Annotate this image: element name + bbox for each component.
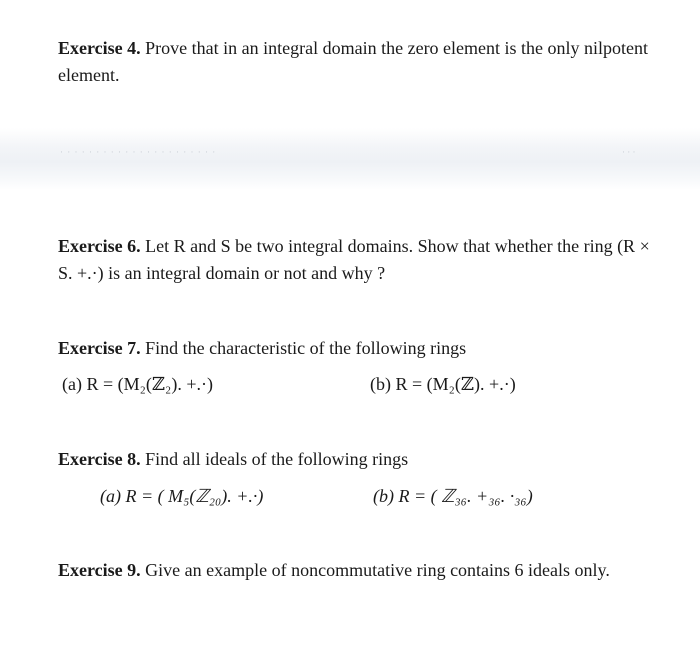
exercise-9-text: Give an example of noncommutative ring contains 6 ideals only. <box>145 560 610 580</box>
blurred-region <box>0 128 700 190</box>
exercise-7-item-a: (a) R = (M₂(ℤ₂). +.·) <box>62 374 213 394</box>
exercise-8-title: Exercise 8. <box>58 449 141 469</box>
exercise-9 <box>58 557 658 584</box>
exercise-6-text: Let R and S be two integral domains. Show that whether the ring (R × S. +.·) is an integral domain or not and why ? <box>58 236 650 283</box>
exercise-8-item-a: (a) R = ( M₅(ℤ₂₀). +.·) <box>100 486 264 506</box>
blurred-text-remnant-right: · · · <box>622 147 636 157</box>
exercise-8-item-b: (b) R = ( ℤ₃₆. +₃₆. ·₃₆) <box>373 486 533 506</box>
exercise-7-title: Exercise 7. <box>58 338 141 358</box>
exercise-6 <box>58 233 658 287</box>
exercise-8 <box>58 446 658 473</box>
exercise-7-item-b: (b) R = (M₂(ℤ). +.·) <box>370 374 516 394</box>
exercise-9-title: Exercise 9. <box>58 560 141 580</box>
exercise-4 <box>58 35 658 89</box>
exercise-4-text: Prove that in an integral domain the zero element is the only nilpotent element. <box>58 38 649 85</box>
exercise-8-text: Find all ideals of the following rings <box>145 449 409 469</box>
exercise-4-title: Exercise 4. <box>58 38 141 58</box>
exercise-7 <box>58 335 658 362</box>
blurred-text-remnant: · · · · · · · · · · · · · · · · · · · · · · <box>60 147 217 157</box>
exercise-6-title: Exercise 6. <box>58 236 141 256</box>
exercise-7-text: Find the characteristic of the following rings <box>145 338 467 358</box>
